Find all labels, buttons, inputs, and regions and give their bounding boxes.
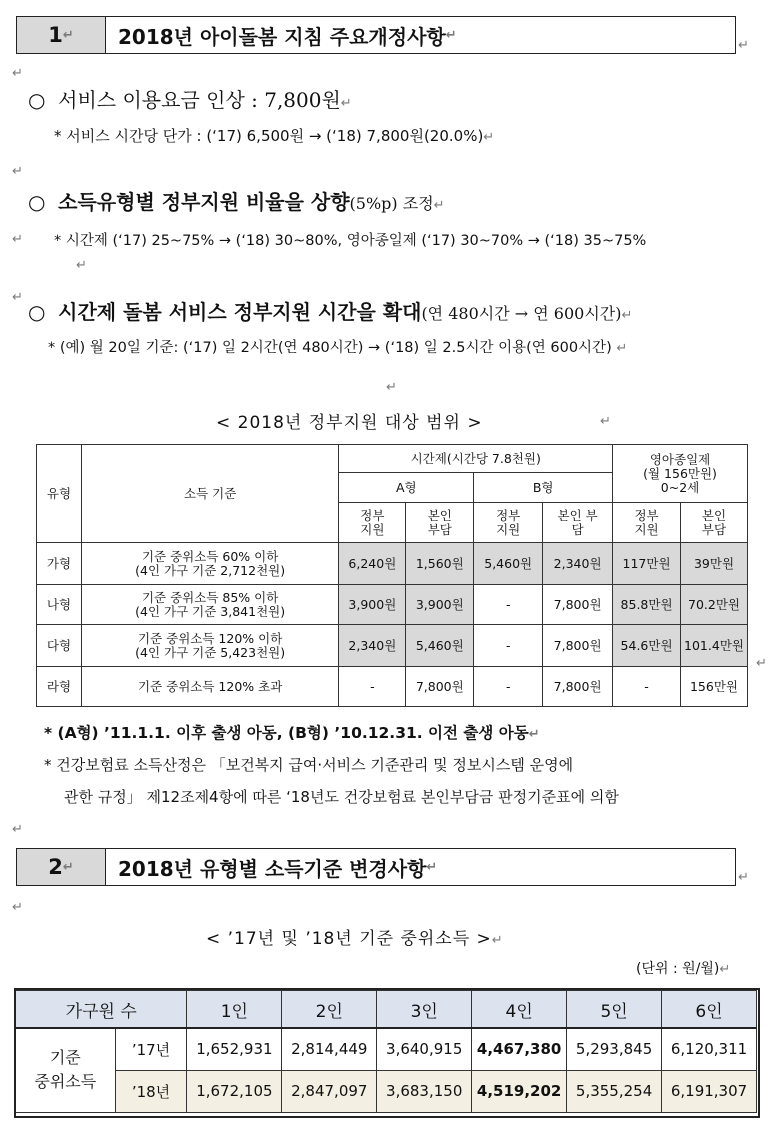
header-infant: 영아종일제 (월 156만원) 0~2세 <box>613 445 748 503</box>
cell-value: - <box>474 667 543 707</box>
cell-value: 7,800원 <box>543 667 613 707</box>
section-2-header <box>16 848 736 886</box>
cell-value: 1,672,105 <box>187 1070 282 1112</box>
cell-value: - <box>474 625 543 667</box>
median-income-table <box>15 990 757 1113</box>
cell-value: 1,652,931 <box>187 1028 282 1070</box>
header-gov: 정부 지원 <box>474 503 543 543</box>
cell-value: 6,240원 <box>339 543 406 585</box>
paragraph-mark: ↵ <box>756 656 767 671</box>
cell-value: 4,467,380 <box>472 1028 567 1070</box>
header-type-b: B형 <box>474 473 613 503</box>
table-2-caption: < ’17년 및 ’18년 기준 중위소득 >↵ <box>206 929 504 949</box>
cell-value: 156만원 <box>681 667 748 707</box>
cell-value: 5,460원 <box>474 543 543 585</box>
section-title: 2018년 유형별 소득기준 변경사항 ↵ <box>118 856 438 881</box>
cell-value: 3,640,915 <box>377 1028 472 1070</box>
cell-value: 3,900원 <box>339 585 406 625</box>
header-self: 본인 부담 <box>681 503 748 543</box>
header-size: 4인 <box>472 991 567 1029</box>
table-row <box>16 1070 757 1112</box>
item-2-note: * 시간제 (‘17) 25~75% → (‘18) 30~80%, 영아종일제 (‘17) 30~70% → (‘18) 35~75% <box>54 233 647 249</box>
paragraph-mark: ↵ <box>600 414 611 429</box>
item-1-note: * 서비스 시간당 단가 : (‘17) 6,500원 → (‘18) 7,800원(20.0%)↵ <box>54 127 495 145</box>
item-2: ○ 소득유형별 정부지원 비율을 상향(5%p) 조정↵ <box>28 190 445 214</box>
cell-value: 85.8만원 <box>613 585 681 625</box>
cell-value: - <box>339 667 406 707</box>
cell-value: 7,800원 <box>406 667 474 707</box>
table-1-caption: < 2018년 정부지원 대상 범위 > <box>216 413 483 433</box>
header-type-a: A형 <box>339 473 474 503</box>
paragraph-mark: ↵ <box>738 38 749 53</box>
table-row <box>37 667 748 707</box>
cell-value: 1,560원 <box>406 543 474 585</box>
row-type: 라형 <box>37 667 82 707</box>
header-size: 1인 <box>187 991 282 1029</box>
cell-value: 2,847,097 <box>282 1070 377 1112</box>
cell-value: 117만원 <box>613 543 681 585</box>
cell-value: - <box>474 585 543 625</box>
paragraph-mark: ↵ <box>12 822 23 837</box>
header-size: 3인 <box>377 991 472 1029</box>
row-income: 기준 중위소득 85% 이하 (4인 가구 기준 3,841천원) <box>81 585 338 625</box>
cell-value: 2,340원 <box>543 543 613 585</box>
cell-value: 6,120,311 <box>662 1028 757 1070</box>
cell-value: 5,293,845 <box>567 1028 662 1070</box>
row-income: 기준 중위소득 60% 이하 (4인 가구 기준 2,712천원) <box>81 543 338 585</box>
header-hourly: 시간제(시간당 7.8천원) <box>339 445 613 473</box>
row-label: 기준 중위소득 <box>16 1028 116 1112</box>
cell-value: 6,191,307 <box>662 1070 757 1112</box>
row-year: ’18년 <box>115 1070 187 1112</box>
header-income: 소득 기준 <box>81 445 338 543</box>
cell-value: 54.6만원 <box>613 625 681 667</box>
table-header-row <box>16 991 757 1029</box>
note-insurance-2: 관한 규정」 제12조제4항에 따른 ‘18년도 건강보험료 본인부담금 판정기준표에 의함 <box>64 788 619 806</box>
paragraph-mark: ↵ <box>12 66 23 81</box>
note-birth-criteria: * (A형) ’11.1.1. 이후 출생 아동, (B형) ’10.12.31. 이전 출생 아동↵ <box>44 724 540 742</box>
row-income: 기준 중위소득 120% 초과 <box>81 667 338 707</box>
header-size: 5인 <box>567 991 662 1029</box>
cell-value: 4,519,202 <box>472 1070 567 1112</box>
header-self: 본인 부담 <box>406 503 474 543</box>
header-size: 2인 <box>282 991 377 1029</box>
paragraph-mark: ↵ <box>12 900 23 915</box>
note-insurance-1: * 건강보험료 소득산정은 「보건복지 급여·서비스 기준관리 및 정보시스템 운영에 <box>44 756 574 774</box>
header-self: 본인 부담 <box>543 503 613 543</box>
item-1: ○ 서비스 이용요금 인상 : 7,800원↵ <box>28 88 352 112</box>
row-year: ’17년 <box>115 1028 187 1070</box>
header-size: 6인 <box>662 991 757 1029</box>
section-number: 2 ↵ <box>17 849 106 885</box>
header-household: 가구원 수 <box>16 991 187 1029</box>
paragraph-mark: ↵ <box>12 290 23 305</box>
paragraph-mark: ↵ <box>386 380 397 395</box>
item-3: ○ 시간제 돌봄 서비스 정부지원 시간을 확대(연 480시간 → 연 600시간)↵ <box>28 300 633 324</box>
paragraph-mark: ↵ <box>12 232 23 247</box>
cell-value: 2,814,449 <box>282 1028 377 1070</box>
cell-value: 7,800원 <box>543 625 613 667</box>
header-gov: 정부 지원 <box>613 503 681 543</box>
section-title: 2018년 아이돌봄 지침 주요개정사항 ↵ <box>118 24 457 49</box>
paragraph-mark: ↵ <box>76 258 87 273</box>
cell-value: 7,800원 <box>543 585 613 625</box>
cell-value: 5,355,254 <box>567 1070 662 1112</box>
paragraph-mark: ↵ <box>12 164 23 179</box>
cell-value: 2,340원 <box>339 625 406 667</box>
header-gov: 정부 지원 <box>339 503 406 543</box>
cell-value: 3,900원 <box>406 585 474 625</box>
paragraph-mark: ↵ <box>738 870 749 885</box>
cell-value: 101.4만원 <box>681 625 748 667</box>
row-type: 나형 <box>37 585 82 625</box>
table-row <box>16 1028 757 1070</box>
row-type: 다형 <box>37 625 82 667</box>
section-number: 1 ↵ <box>17 17 106 53</box>
cell-value: - <box>613 667 681 707</box>
cell-value: 5,460원 <box>406 625 474 667</box>
table-row <box>37 585 748 625</box>
cell-value: 70.2만원 <box>681 585 748 625</box>
item-3-note: * (예) 월 20일 기준: (‘17) 일 2시간(연 480시간) → (‘18) 일 2.5시간 이용(연 600시간) ↵ <box>48 340 628 356</box>
row-type: 가형 <box>37 543 82 585</box>
table-2-unit: (단위 : 원/월)↵ <box>636 961 731 977</box>
table-row <box>37 625 748 667</box>
section-1-header <box>16 16 736 54</box>
table-row <box>37 543 748 585</box>
cell-value: 3,683,150 <box>377 1070 472 1112</box>
row-income: 기준 중위소득 120% 이하 (4인 가구 기준 5,423천원) <box>81 625 338 667</box>
support-range-table <box>36 444 748 707</box>
header-type: 유형 <box>37 445 82 543</box>
cell-value: 39만원 <box>681 543 748 585</box>
